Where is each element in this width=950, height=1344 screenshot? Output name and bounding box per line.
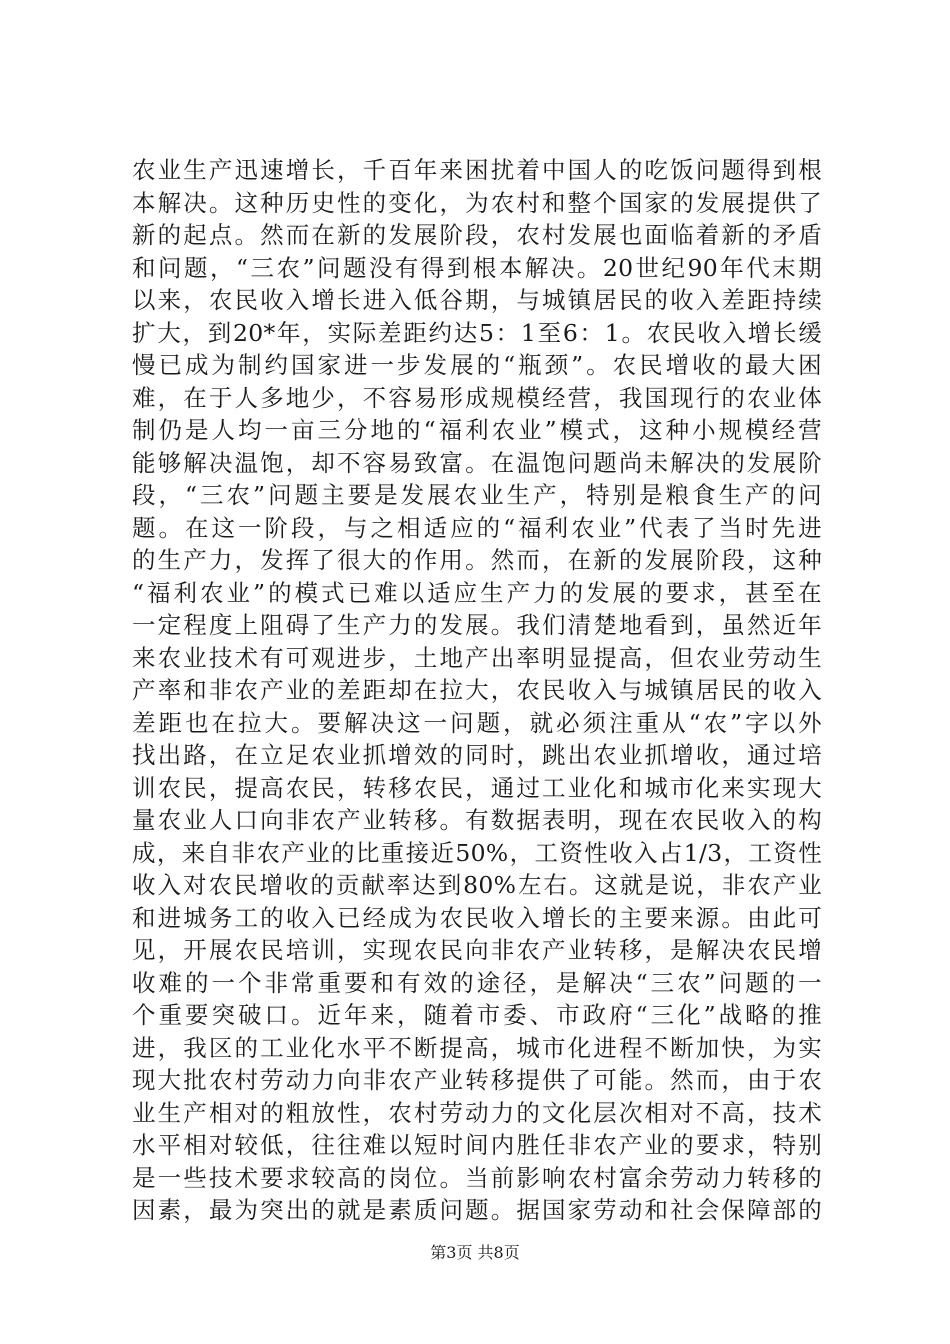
text-line: 量农业人口向非农产业转移。有数据表明，现在农民收入的构 <box>132 806 822 834</box>
text-line: 段，“三农”问题主要是发展农业生产，特别是粮食生产的问 <box>132 481 822 509</box>
text-line: 进，我区的工业化水平不断提高，城市化进程不断加快，为实 <box>132 1033 822 1062</box>
text-line: 的生产力，发挥了很大的作用。然而，在新的发展阶段，这种 <box>132 546 822 574</box>
text-line: 个重要突破口。近年来，随着市委、市政府“三化”战略的推 <box>132 1001 822 1029</box>
text-line: 因素，最为突出的就是素质问题。据国家劳动和社会保障部的 <box>132 1196 822 1224</box>
text-line: 难，在于人多地少，不容易形成规模经营，我国现行的农业体 <box>132 383 822 412</box>
text-line: 题。在这一阶段，与之相适应的“福利农业”代表了当时先进 <box>132 513 822 542</box>
text-line: 农业生产迅速增长，千百年来困扰着中国人的吃饭问题得到根 <box>132 156 822 184</box>
text-line: 慢已成为制约国家进一步发展的“瓶颈”。农民增收的最大困 <box>132 351 822 379</box>
text-line: 业生产相对的粗放性，农村劳动力的文化层次相对不高，技术 <box>132 1098 822 1127</box>
text-line: 水平相对较低，往往难以短时间内胜任非农产业的要求，特别 <box>132 1131 822 1159</box>
page-number: 第3页 共8页 <box>430 1243 520 1262</box>
text-line: 差距也在拉大。要解决这一问题，就必须注重从“农”字以外 <box>132 708 822 737</box>
text-line: 来农业技术有可观进步，土地产出率明显提高，但农业劳动生 <box>132 643 822 672</box>
text-line: 现大批农村劳动力向非农产业转移提供了可能。然而，由于农 <box>132 1066 822 1094</box>
text-line: 一定程度上阻碍了生产力的发展。我们清楚地看到，虽然近年 <box>132 611 822 639</box>
text-line: 能够解决温饱，却不容易致富。在温饱问题尚未解决的发展阶 <box>132 448 822 477</box>
text-line: 训农民，提高农民，转移农民，通过工业化和城市化来实现大 <box>132 773 822 802</box>
body-text <box>132 154 822 1227</box>
text-line: 是一些技术要求较高的岗位。当前影响农村富余劳动力转移的 <box>132 1163 822 1192</box>
text-line: 扩大，到20*年，实际差距约达5：1至6：1。农民收入增长缓 <box>132 318 822 347</box>
text-line: 见，开展农民培训，实现农民向非农产业转移，是解决农民增 <box>132 936 822 964</box>
text-line: 和问题，“三农”问题没有得到根本解决。20世纪90年代末期 <box>132 253 822 282</box>
text-line: 找出路，在立足农业抓增效的同时，跳出农业抓增收，通过培 <box>132 741 822 769</box>
text-line: 收难的一个非常重要和有效的途径，是解决“三农”问题的一 <box>132 968 822 997</box>
text-line: 制仍是人均一亩三分地的“福利农业”模式，这种小规模经营 <box>132 416 822 444</box>
text-line: 和进城务工的收入已经成为农民收入增长的主要来源。由此可 <box>132 903 822 932</box>
page-footer <box>0 1243 950 1263</box>
text-line: “福利农业”的模式已难以适应生产力的发展的要求，甚至在 <box>132 578 822 607</box>
text-line: 产率和非农产业的差距却在拉大，农民收入与城镇居民的收入 <box>132 676 822 704</box>
text-line: 新的起点。然而在新的发展阶段，农村发展也面临着新的矛盾 <box>132 221 822 249</box>
text-line: 本解决。这种历史性的变化，为农村和整个国家的发展提供了 <box>132 188 822 217</box>
text-line: 收入对农民增收的贡献率达到80%左右。这就是说，非农产业 <box>132 871 822 899</box>
text-line: 成，来自非农产业的比重接近50%，工资性收入占1/3，工资性 <box>132 838 822 867</box>
text-line: 以来，农民收入增长进入低谷期，与城镇居民的收入差距持续 <box>132 286 822 314</box>
